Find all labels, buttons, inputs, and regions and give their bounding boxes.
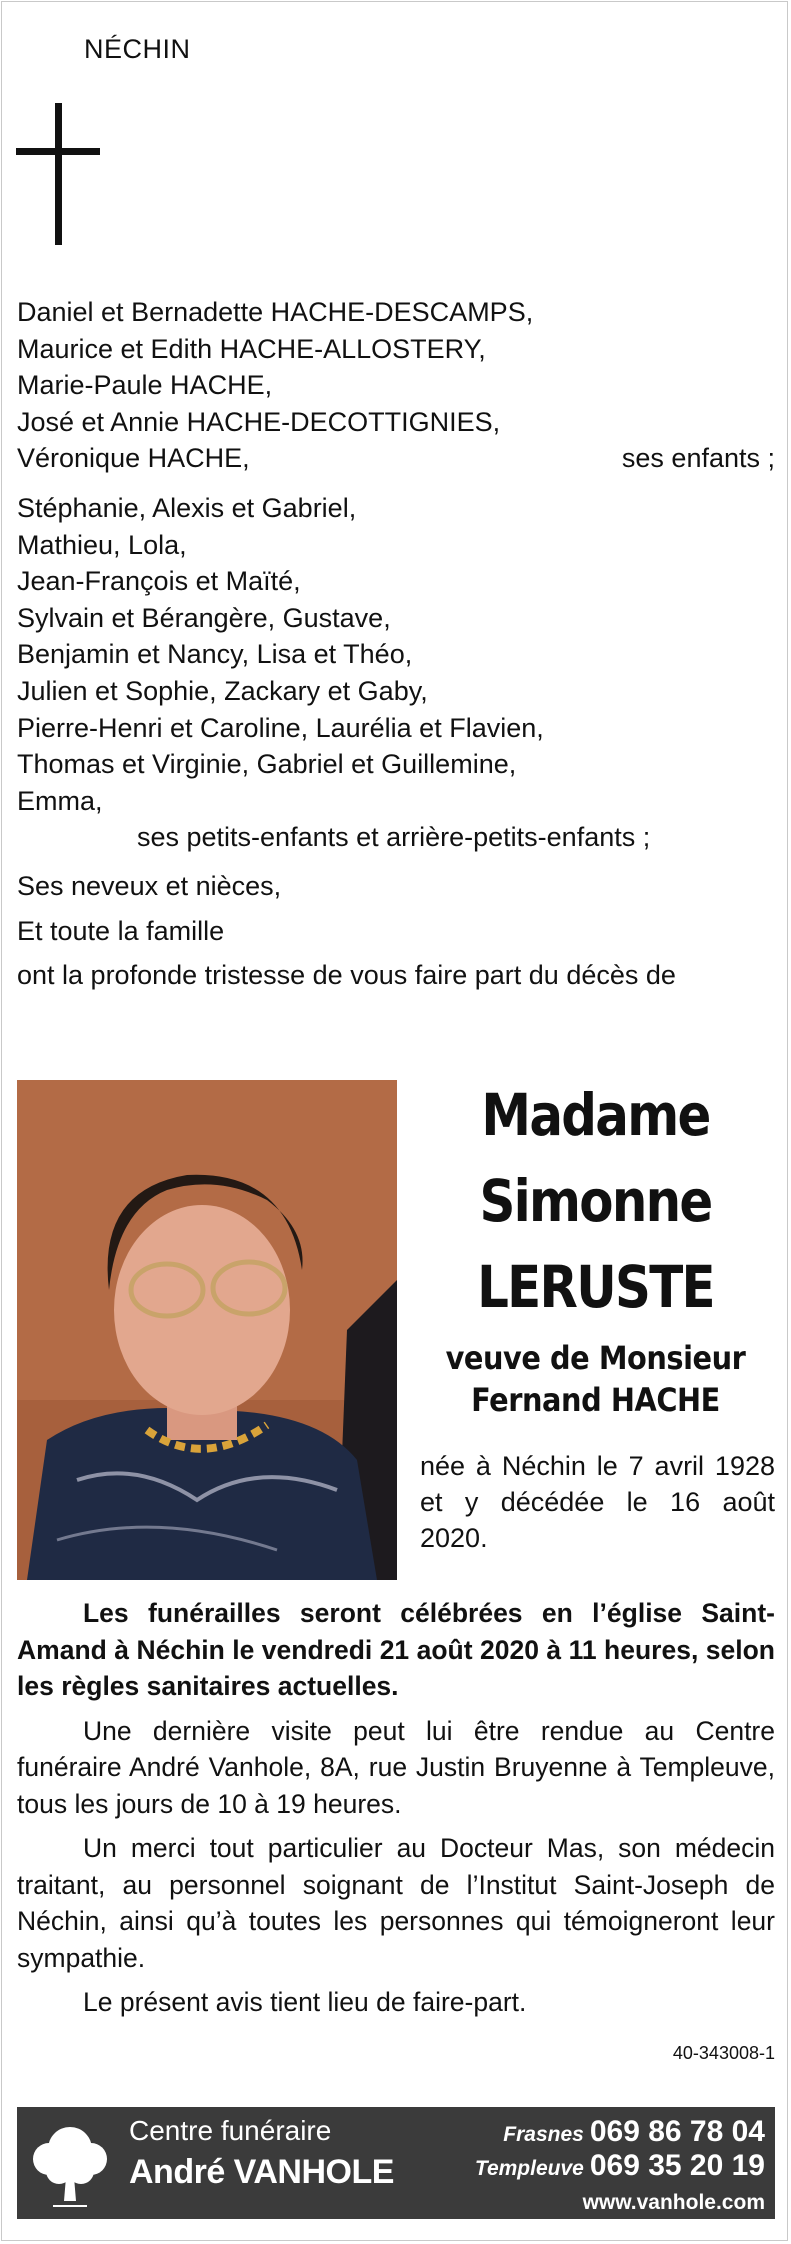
funeral-home-banner (17, 2107, 775, 2219)
child-line: José et Annie HACHE-DECOTTIGNIES, (17, 406, 501, 437)
deceased-last-name: LERUSTE (477, 1253, 714, 1321)
grandchild-line: Sylvain et Bérangère, Gustave, (17, 602, 391, 633)
grandchild-line: Benjamin et Nancy, Lisa et Théo, (17, 639, 413, 670)
phone-city: Templeuve (474, 2157, 584, 2180)
children-role: ses enfants ; (621, 443, 775, 474)
widow-block (408, 1337, 783, 1421)
cross-icon-bar (16, 148, 100, 155)
family-line: Et toute la famille (17, 915, 225, 946)
phone-frasnes (475, 2115, 765, 2149)
announce-line: ont la profonde tristesse de vous faire part du décès de (17, 960, 676, 991)
website-link[interactable]: www.vanhole.com (582, 2191, 765, 2214)
grandchild-line: Mathieu, Lola, (17, 529, 187, 560)
phone-templeuve (475, 2149, 765, 2183)
deceased-first-name: Simonne (479, 1167, 712, 1235)
grandchild-line: Pierre-Henri et Caroline, Laurélia et Flavien, (17, 712, 544, 743)
funeral-details: Les funérailles seront célébrées en l’église Saint-Amand à Néchin le vendredi 21 août 2020 à 11 heures, selon les règles sanitaires actuelles. (17, 1598, 775, 1701)
grandchild-line: Julien et Sophie, Zackary et Gaby, (17, 675, 428, 706)
visit-details: Une dernière visite peut lui être rendue au Centre funéraire André Vanhole, 8A, rue Justin Bruyenne à Templeuve, tous les jours de 10 à 19 heures. (17, 1715, 775, 1819)
grandchild-line: Thomas et Virginie, Gabriel et Guillemine, (17, 749, 517, 780)
children-list (17, 294, 775, 477)
child-name: Véronique HACHE, (17, 443, 250, 474)
grandchild-line: Jean-François et Maïté, (17, 566, 301, 597)
grandchild-line: Stéphanie, Alexis et Gabriel, (17, 493, 357, 523)
deceased-title: Madame (481, 1081, 710, 1149)
phone-city: Frasnes (503, 2123, 584, 2146)
grandchildren-list (17, 490, 775, 856)
phone-number: 069 86 78 04 (589, 2115, 765, 2148)
thanks-text: Un merci tout particulier au Docteur Mas, son médecin traitant, au personnel soignant de l’Institut Saint-Joseph de Néchin, ainsi qu’à toutes les personnes qui témoigneront leur sympathie. (17, 1833, 775, 1973)
funeral-notice (17, 1595, 775, 2029)
closing-text: Le présent avis tient lieu de faire-part. (83, 1987, 527, 2017)
banner-phones (475, 2115, 765, 2183)
child-line: Marie-Paule HACHE, (17, 370, 273, 401)
birth-death-text: née à Néchin le 7 avril 1928 et y décédée le 16 août 2020. (420, 1451, 775, 1553)
banner-line-1: Centre funéraire (129, 2115, 332, 2146)
child-line: Daniel et Bernadette HACHE-DESCAMPS, (17, 297, 534, 327)
child-line-last (17, 440, 775, 477)
widow-line-2: Fernand HACHE (471, 1381, 720, 1419)
family-lines (17, 868, 775, 994)
widow-line-1: veuve de Monsieur (445, 1339, 746, 1377)
nieces-line: Ses neveux et nièces, (17, 871, 282, 901)
grandchild-line: Emma, (17, 785, 103, 816)
phone-number: 069 35 20 19 (589, 2149, 765, 2182)
cross-icon (55, 103, 62, 245)
portrait-photo (17, 1080, 397, 1580)
child-line: Maurice et Edith HACHE-ALLOSTERY, (17, 333, 486, 364)
deceased-name-block (408, 1072, 783, 1330)
grandchildren-role: ses petits-enfants et arrière-petits-enfants ; (137, 822, 651, 853)
portrait-illustration (17, 1080, 397, 1580)
tree-logo-icon (25, 2117, 115, 2209)
town-heading: NÉCHIN (84, 34, 191, 64)
reference-number: 40-343008-1 (672, 2043, 775, 2063)
banner-line-2: André VANHOLE (129, 2153, 394, 2191)
